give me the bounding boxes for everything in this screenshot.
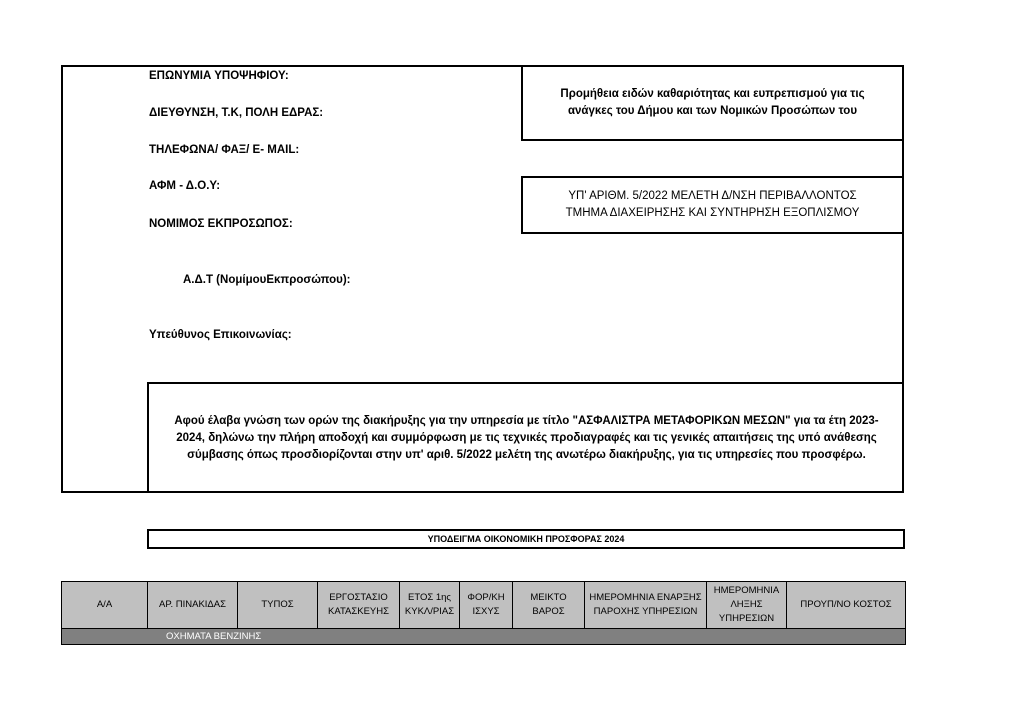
study-line-1: ΥΠ' ΑΡΙΘΜ. 5/2022 ΜΕΛΕΤΗ Δ/ΝΣΗ ΠΕΡΙΒΑΛΛΟΝΤΟΣ	[568, 190, 857, 202]
legal-rep-id-label: Α.Δ.Τ (ΝομίμουΕκπροσώπου):	[183, 274, 351, 286]
offer-title: ΥΠΟΔΕΙΓΜΑ ΟΙΚΟΝΟΜΙΚΗ ΠΡΟΣΦΟΡΑΣ 2024	[147, 529, 905, 549]
column-header-first-registration: ΕΤΟΣ 1ης ΚΥΚΛ/ΡΙΑΣ	[400, 582, 460, 629]
address-label: ΔΙΕΥΘΥΝΣΗ, Τ.Κ, ΠΟΛΗ ΕΔΡΑΣ:	[149, 107, 324, 119]
subject-box	[521, 65, 904, 141]
legal-rep-label: ΝΟΜΙΜΟΣ ΕΚΠΡΟΣΩΠΟΣ:	[149, 218, 293, 230]
subject-line-2: ανάγκες του Δήμου και των Νομικών Προσώπων του	[567, 105, 858, 117]
table-section-row	[62, 629, 906, 645]
offer-table	[61, 581, 906, 645]
column-header-index: Α/Α	[62, 582, 148, 629]
column-header-budget: ΠΡΟΥΠ/ΝΟ ΚΟΣΤΟΣ	[787, 582, 906, 629]
study-box	[521, 176, 904, 234]
column-header-start-date: ΗΜΕΡΟΜΗΝΙΑ ΕΝΑΡΞΗΣ ΠΑΡΟΧΗΣ ΥΠΗΡΕΣΙΩΝ	[585, 582, 707, 629]
column-header-gross-weight: ΜΕΙΚΤΟ ΒΑΡΟΣ	[513, 582, 585, 629]
contact-label: ΤΗΛΕΦΩΝΑ/ ΦΑΞ/ Ε- MAIL:	[149, 144, 300, 156]
table-header-row	[62, 582, 906, 629]
column-header-type: ΤΥΠΟΣ	[238, 582, 318, 629]
contact-person-label: Υπεύθυνος Επικοινωνίας:	[149, 329, 292, 341]
column-header-tax-power: ΦΟΡ/ΚΗ ΙΣΧΥΣ	[460, 582, 513, 629]
column-header-plate: ΑΡ. ΠΙΝΑΚΙΔΑΣ	[148, 582, 238, 629]
column-header-manufacturer: ΕΡΓΟΣΤΑΣΙΟ ΚΑΤΑΣΚΕΥΗΣ	[318, 582, 400, 629]
column-header-end-date: ΗΜΕΡΟΜΗΝΙΑ ΛΗΞΗΣ ΥΠΗΡΕΣΙΩΝ	[707, 582, 787, 629]
study-line-2: ΤΜΗΜΑ ΔΙΑΧΕΙΡΗΣΗΣ ΚΑΙ ΣΥΝΤΗΡΗΣΗ ΕΞΟΠΛΙΣΜΟΥ	[565, 207, 860, 219]
declaration-text: Αφού έλαβα γνώση των ορών της διακήρυξης για την υπηρεσία με τίτλο "ΑΣΦΑΛΙΣΤΡΑ ΜΕΤΑΦΟΡΙΚΩΝ ΜΕΣΩΝ" για τα έτη 2023-2024, δηλώνω την πλήρη αποδοχή και συμμόρφωση με τις τεχνικές προδιαγραφές και τις γενικές απαιτήσεις της υπό ανάθεσης σύμβασης όπως προσδιορίζονται στην υπ' αριθ. 5/2022 μελέτη της ανωτέρω διακήρυξης, για τις υπηρεσίες που προσφέρω.	[174, 415, 879, 461]
tax-id-label: ΑΦΜ - Δ.Ο.Υ:	[149, 180, 221, 192]
section-label: ΟΧΗΜΑΤΑ ΒΕΝΖΙΝΗΣ	[62, 629, 906, 645]
declaration-box	[147, 382, 904, 493]
company-name-label: ΕΠΩΝΥΜΙΑ ΥΠΟΨΗΦΙΟΥ:	[149, 70, 289, 82]
subject-line-1: Προμήθεια ειδών καθαριότητας και ευπρεπισμού για τις	[560, 88, 865, 100]
